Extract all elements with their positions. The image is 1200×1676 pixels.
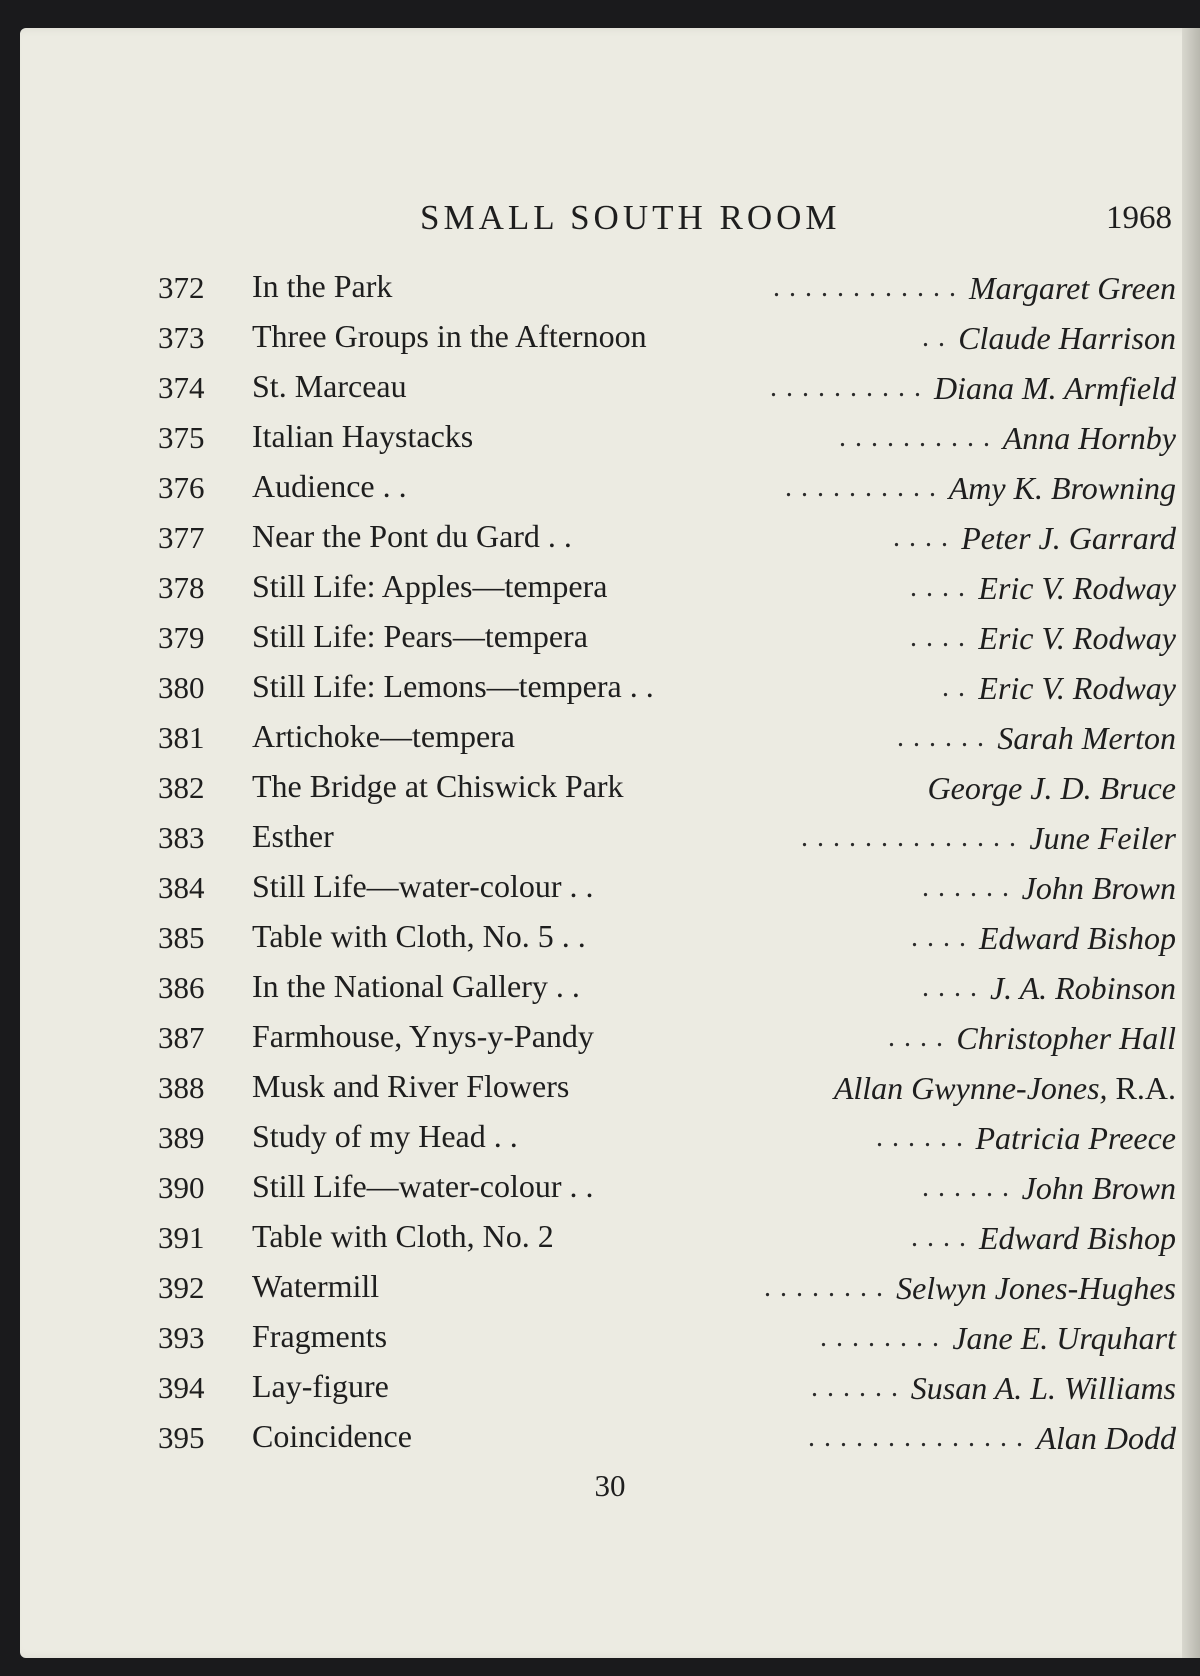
entry-title: Study of my Head . . (252, 1118, 518, 1154)
page-header (20, 178, 1200, 237)
leader-dots: . . . . . . (897, 722, 985, 753)
entry-title: Farmhouse, Ynys-y-Pandy (252, 1018, 594, 1054)
leader-dots: . . . . . . . . (764, 1272, 884, 1303)
list-item (20, 414, 1200, 464)
entry-artist (888, 1270, 1176, 1307)
entry-list (20, 264, 1200, 1464)
entry-artist (903, 1370, 1176, 1407)
artist-name: Eric V. Rodway (978, 570, 1176, 606)
entry-artist (950, 320, 1176, 357)
entry-title: Artichoke—tempera (252, 718, 515, 754)
artist-name: John Brown (1021, 870, 1176, 906)
entry-artist (1021, 820, 1176, 857)
entry-artist (926, 370, 1176, 407)
artist-name: Edward Bishop (978, 920, 1176, 956)
entry-title: Musk and River Flowers (252, 1068, 570, 1104)
artist-name: Eric V. Rodway (978, 620, 1176, 656)
list-item (20, 1264, 1200, 1314)
entry-artist (971, 920, 1176, 957)
room-title: SMALL SOUTH ROOM (420, 198, 841, 237)
artist-name: Patricia Preece (975, 1120, 1176, 1156)
leader-dots: . . . . . . . . . . (770, 372, 922, 403)
leader-dots: . . . . . . . . (820, 1322, 940, 1353)
entry-number: 383 (158, 820, 205, 855)
entry-number: 391 (158, 1220, 205, 1255)
entry-artist (1028, 1420, 1176, 1457)
entry-artist (970, 620, 1176, 657)
entry-number: 380 (158, 670, 205, 705)
list-item (20, 464, 1200, 514)
artist-name: John Brown (1021, 1170, 1176, 1206)
entry-artist (970, 570, 1176, 607)
entry-title: Still Life: Pears—tempera (252, 618, 588, 654)
entry-title: Esther (252, 818, 334, 854)
artist-name: Claude Harrison (958, 320, 1176, 356)
entry-title: The Bridge at Chiswick Park (252, 768, 624, 804)
leader-dots: . . (922, 322, 946, 353)
leader-dots: . . . . . . (922, 872, 1010, 903)
artist-name: Diana M. Armfield (933, 370, 1176, 406)
leader-dots: . . . . . . . . . . (785, 472, 937, 503)
entry-artist (961, 270, 1176, 307)
artist-name: Anna Hornby (1002, 420, 1176, 456)
leader-dots: . . . . (910, 622, 966, 653)
entry-number: 373 (158, 320, 205, 355)
entry-title: In the Park (252, 268, 393, 304)
list-item (20, 1164, 1200, 1214)
entry-number: 382 (158, 770, 205, 805)
leader-dots: . . . . (922, 972, 978, 1003)
leader-dots: . . . . . . . . . . (839, 422, 991, 453)
entry-number: 378 (158, 570, 205, 605)
list-item (20, 564, 1200, 614)
entry-artist (920, 770, 1177, 807)
entry-title: Still Life—water-colour . . (252, 868, 594, 904)
leader-dots: . . . . . . . . . . . . . . (808, 1422, 1024, 1453)
artist-name: Peter J. Garrard (961, 520, 1176, 556)
entry-title: Still Life—water-colour . . (252, 1168, 594, 1204)
page-number: 30 (594, 1468, 626, 1503)
entry-number: 387 (158, 1020, 205, 1055)
entry-number: 376 (158, 470, 205, 505)
leader-dots: . . . . (911, 922, 967, 953)
entry-title: Fragments (252, 1318, 388, 1354)
artist-honour: R.A. (1107, 1070, 1176, 1106)
entry-title: Near the Pont du Gard . . (252, 518, 572, 554)
list-item (20, 1364, 1200, 1414)
list-item (20, 314, 1200, 364)
list-item (20, 864, 1200, 914)
artist-name: Christopher Hall (956, 1020, 1176, 1056)
leader-dots: . . . . (911, 1222, 967, 1253)
leader-dots: . . . . . . (811, 1372, 899, 1403)
list-item (20, 664, 1200, 714)
entry-artist (948, 1020, 1176, 1057)
entry-number: 388 (158, 1070, 205, 1105)
list-item (20, 814, 1200, 864)
entry-number: 389 (158, 1120, 205, 1155)
leader-dots: . . . . . . . . . . . . (773, 272, 957, 303)
entry-title: Table with Cloth, No. 2 (252, 1218, 554, 1254)
entry-title: Watermill (252, 1268, 380, 1304)
artist-name: Allan Gwynne-Jones, (833, 1070, 1108, 1106)
entry-number: 392 (158, 1270, 205, 1305)
list-item (20, 1064, 1200, 1114)
entry-number: 384 (158, 870, 205, 905)
entry-title: Audience . . (252, 468, 407, 504)
artist-name: June Feiler (1029, 820, 1176, 856)
entry-artist (944, 1320, 1176, 1357)
list-item (20, 914, 1200, 964)
entry-number: 385 (158, 920, 205, 955)
entry-number: 394 (158, 1370, 205, 1405)
list-item (20, 964, 1200, 1014)
book-spine-edge (1182, 28, 1200, 1658)
entry-number: 393 (158, 1320, 205, 1355)
artist-name: Selwyn Jones-Hughes (896, 1270, 1176, 1306)
entry-number: 379 (158, 620, 205, 655)
entry-number: 374 (158, 370, 205, 405)
artist-name: J. A. Robinson (989, 970, 1176, 1006)
artist-name: Edward Bishop (978, 1220, 1176, 1256)
list-item (20, 1314, 1200, 1364)
entry-title: Three Groups in the Afternoon (252, 318, 647, 354)
entry-artist (970, 670, 1176, 707)
leader-dots: . . . . (910, 572, 966, 603)
leader-dots: . . . . (893, 522, 949, 553)
artist-name: Margaret Green (968, 270, 1176, 306)
artist-name: Eric V. Rodway (978, 670, 1176, 706)
list-item (20, 514, 1200, 564)
leader-dots: . . . . . . (922, 1172, 1010, 1203)
leader-dots: . . (942, 672, 966, 703)
entry-number: 377 (158, 520, 205, 555)
entry-title: Still Life: Apples—tempera (252, 568, 608, 604)
artist-name: Jane E. Urquhart (952, 1320, 1176, 1356)
entry-artist (941, 470, 1176, 507)
entry-artist (1014, 1170, 1176, 1207)
entry-number: 372 (158, 270, 205, 305)
list-item (20, 364, 1200, 414)
entry-number: 381 (158, 720, 205, 755)
entry-artist (995, 420, 1176, 457)
list-item (20, 1214, 1200, 1264)
entry-artist (953, 520, 1176, 557)
entry-artist (968, 1120, 1177, 1157)
list-item (20, 614, 1200, 664)
entry-title: In the National Gallery . . (252, 968, 580, 1004)
entry-number: 395 (158, 1420, 205, 1455)
entry-number: 375 (158, 420, 205, 455)
entry-title: Still Life: Lemons—tempera . . (252, 668, 654, 704)
leader-dots: . . . . (888, 1022, 944, 1053)
artist-name: Sarah Merton (997, 720, 1176, 756)
list-item (20, 1114, 1200, 1164)
artist-name: Amy K. Browning (948, 470, 1176, 506)
leader-dots: . . . . . . . . . . . . . . (801, 822, 1017, 853)
entry-artist (826, 1070, 1176, 1107)
entry-title: Table with Cloth, No. 5 . . (252, 918, 586, 954)
catalogue-year: 1968 (1106, 200, 1172, 236)
entry-title: Coincidence (252, 1418, 412, 1454)
catalogue-page (20, 28, 1200, 1658)
entry-number: 386 (158, 970, 205, 1005)
artist-name: Alan Dodd (1036, 1420, 1176, 1456)
entry-title: St. Marceau (252, 368, 407, 404)
entry-artist (971, 1220, 1176, 1257)
artist-name: George J. D. Bruce (927, 770, 1176, 806)
entry-title: Lay-figure (252, 1368, 389, 1404)
leader-dots: . . . . . . (876, 1122, 964, 1153)
list-item (20, 1014, 1200, 1064)
list-item (20, 264, 1200, 314)
artist-name: Susan A. L. Williams (910, 1370, 1176, 1406)
list-item (20, 1414, 1200, 1464)
entry-title: Italian Haystacks (252, 418, 474, 454)
entry-artist (982, 970, 1176, 1007)
entry-number: 390 (158, 1170, 205, 1205)
list-item (20, 764, 1200, 814)
entry-artist (1014, 870, 1176, 907)
entry-artist (989, 720, 1176, 757)
list-item (20, 714, 1200, 764)
